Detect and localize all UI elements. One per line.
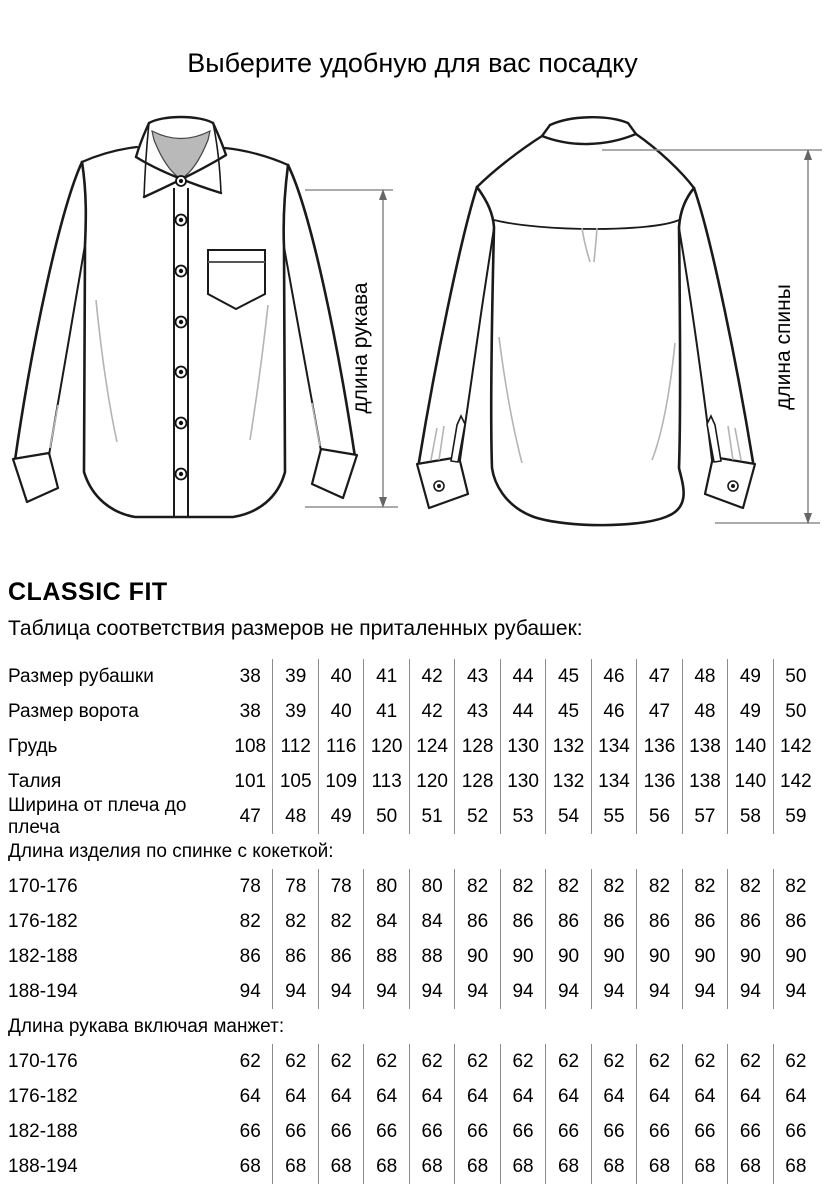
- value-cell: 50: [785, 665, 807, 687]
- value-cell: 82: [455, 869, 500, 904]
- value-cell: 46: [592, 694, 637, 729]
- fit-heading: CLASSIC FIT: [8, 578, 168, 606]
- row-label: 176-182: [8, 1085, 78, 1107]
- value-cell: 90: [637, 939, 682, 974]
- value-cell: 134: [592, 764, 637, 799]
- row-values: [228, 764, 818, 799]
- value-cell: 84: [364, 904, 409, 939]
- value-cell: 82: [273, 904, 318, 939]
- table-caption: Таблица соответствия размеров не приталенных рубашек:: [8, 617, 583, 640]
- table-row: [8, 1114, 818, 1149]
- value-cell: 48: [683, 659, 728, 694]
- value-cell: 53: [501, 799, 546, 834]
- value-cell: 68: [728, 1149, 773, 1184]
- value-cell: 86: [319, 939, 364, 974]
- shirt-back-drawing: [412, 110, 825, 540]
- value-cell: 94: [683, 974, 728, 1009]
- row-values: [228, 974, 818, 1009]
- value-cell: 50: [785, 700, 807, 722]
- value-cell: 54: [546, 799, 591, 834]
- value-cell: 41: [364, 659, 409, 694]
- value-cell: 90: [546, 939, 591, 974]
- value-cell: 41: [364, 694, 409, 729]
- value-cell: 47: [228, 799, 273, 834]
- value-cell: 130: [501, 764, 546, 799]
- value-cell: 68: [546, 1149, 591, 1184]
- value-cell: 82: [637, 869, 682, 904]
- value-cell: 39: [273, 659, 318, 694]
- row-label: Талия: [8, 770, 62, 792]
- value-cell: 88: [364, 939, 409, 974]
- row-label: 182-188: [8, 945, 78, 967]
- value-cell: 90: [501, 939, 546, 974]
- value-cell: 90: [785, 945, 807, 967]
- value-cell: 62: [683, 1044, 728, 1079]
- value-cell: 66: [592, 1114, 637, 1149]
- value-cell: 44: [501, 659, 546, 694]
- value-cell: 62: [364, 1044, 409, 1079]
- value-cell: 82: [683, 869, 728, 904]
- back-length-label: длина спины: [772, 284, 795, 410]
- value-cell: 112: [273, 729, 318, 764]
- value-cell: 86: [273, 939, 318, 974]
- row-values: [228, 799, 818, 834]
- value-cell: 124: [410, 729, 455, 764]
- value-cell: 45: [546, 694, 591, 729]
- value-cell: 86: [728, 904, 773, 939]
- value-cell: 94: [728, 974, 773, 1009]
- value-cell: 66: [455, 1114, 500, 1149]
- value-cell: 86: [637, 904, 682, 939]
- value-cell: 86: [683, 904, 728, 939]
- value-cell: 38: [228, 694, 273, 729]
- value-cell: 82: [785, 875, 807, 897]
- value-cell: 44: [501, 694, 546, 729]
- value-cell: 39: [273, 694, 318, 729]
- value-cell: 142: [780, 770, 812, 792]
- value-cell: 94: [785, 980, 807, 1002]
- value-cell: 62: [228, 1044, 273, 1079]
- table-row: [8, 904, 818, 939]
- value-cell: 58: [728, 799, 773, 834]
- value-cell: 57: [683, 799, 728, 834]
- row-label: Ширина от плеча до плеча: [8, 794, 187, 838]
- value-cell: 120: [364, 729, 409, 764]
- row-values: [228, 1114, 818, 1149]
- value-cell: 43: [455, 659, 500, 694]
- row-values: [228, 694, 818, 729]
- value-cell: 42: [410, 694, 455, 729]
- value-cell: 64: [785, 1085, 807, 1107]
- value-cell: 109: [319, 764, 364, 799]
- row-label: 188-194: [8, 980, 78, 1002]
- table-row: [8, 729, 818, 764]
- value-cell: 132: [546, 729, 591, 764]
- value-cell: 128: [455, 729, 500, 764]
- value-cell: 86: [785, 910, 807, 932]
- value-cell: 86: [455, 904, 500, 939]
- value-cell: 62: [501, 1044, 546, 1079]
- value-cell: 86: [501, 904, 546, 939]
- value-cell: 48: [273, 799, 318, 834]
- value-cell: 62: [637, 1044, 682, 1079]
- value-cell: 66: [546, 1114, 591, 1149]
- value-cell: 64: [319, 1079, 364, 1114]
- row-label: 188-194: [8, 1155, 78, 1177]
- value-cell: 90: [592, 939, 637, 974]
- value-cell: 42: [410, 659, 455, 694]
- value-cell: 55: [592, 799, 637, 834]
- value-cell: 49: [728, 659, 773, 694]
- value-cell: 90: [683, 939, 728, 974]
- table-section-header: Длина изделия по спинке с кокеткой:: [8, 840, 334, 862]
- table-row: [8, 1149, 818, 1184]
- value-cell: 90: [728, 939, 773, 974]
- value-cell: 40: [319, 694, 364, 729]
- value-cell: 68: [228, 1149, 273, 1184]
- value-cell: 136: [637, 764, 682, 799]
- value-cell: 49: [319, 799, 364, 834]
- value-cell: 51: [410, 799, 455, 834]
- value-cell: 68: [683, 1149, 728, 1184]
- value-cell: 68: [455, 1149, 500, 1184]
- row-label: Размер рубашки: [8, 665, 154, 687]
- table-section-header: Длина рукава включая манжет:: [8, 1015, 285, 1037]
- value-cell: 94: [637, 974, 682, 1009]
- row-values: [228, 904, 818, 939]
- value-cell: 68: [637, 1149, 682, 1184]
- value-cell: 64: [637, 1079, 682, 1114]
- value-cell: 68: [592, 1149, 637, 1184]
- row-values: [228, 729, 818, 764]
- value-cell: 66: [364, 1114, 409, 1149]
- value-cell: 64: [683, 1079, 728, 1114]
- value-cell: 40: [319, 659, 364, 694]
- value-cell: 136: [637, 729, 682, 764]
- value-cell: 59: [785, 805, 807, 827]
- value-cell: 68: [319, 1149, 364, 1184]
- value-cell: 52: [455, 799, 500, 834]
- row-values: [228, 939, 818, 974]
- table-row: [8, 939, 818, 974]
- table-row: [8, 794, 818, 838]
- value-cell: 47: [637, 694, 682, 729]
- value-cell: 38: [228, 659, 273, 694]
- value-cell: 94: [592, 974, 637, 1009]
- value-cell: 64: [364, 1079, 409, 1114]
- table-row: [8, 974, 818, 1009]
- value-cell: 90: [455, 939, 500, 974]
- row-label: Грудь: [8, 735, 58, 757]
- table-row: [8, 659, 818, 694]
- value-cell: 78: [273, 869, 318, 904]
- value-cell: 66: [785, 1120, 807, 1142]
- value-cell: 140: [728, 764, 773, 799]
- value-cell: 62: [592, 1044, 637, 1079]
- value-cell: 94: [364, 974, 409, 1009]
- value-cell: 68: [410, 1149, 455, 1184]
- value-cell: 94: [501, 974, 546, 1009]
- value-cell: 142: [780, 735, 812, 757]
- value-cell: 80: [410, 869, 455, 904]
- value-cell: 84: [410, 904, 455, 939]
- value-cell: 66: [501, 1114, 546, 1149]
- value-cell: 78: [228, 869, 273, 904]
- value-cell: 66: [728, 1114, 773, 1149]
- value-cell: 82: [501, 869, 546, 904]
- value-cell: 80: [364, 869, 409, 904]
- size-table: [8, 659, 818, 1184]
- value-cell: 130: [501, 729, 546, 764]
- value-cell: 66: [637, 1114, 682, 1149]
- value-cell: 94: [455, 974, 500, 1009]
- table-row: [8, 1079, 818, 1114]
- row-label: Размер ворота: [8, 700, 139, 722]
- row-label: 176-182: [8, 910, 78, 932]
- value-cell: 64: [728, 1079, 773, 1114]
- value-cell: 82: [728, 869, 773, 904]
- value-cell: 105: [273, 764, 318, 799]
- value-cell: 108: [228, 729, 273, 764]
- value-cell: 43: [455, 694, 500, 729]
- value-cell: 46: [592, 659, 637, 694]
- row-label: 182-188: [8, 1120, 78, 1142]
- value-cell: 62: [785, 1050, 807, 1072]
- value-cell: 66: [683, 1114, 728, 1149]
- value-cell: 128: [455, 764, 500, 799]
- value-cell: 68: [273, 1149, 318, 1184]
- value-cell: 78: [319, 869, 364, 904]
- value-cell: 134: [592, 729, 637, 764]
- value-cell: 64: [455, 1079, 500, 1114]
- value-cell: 64: [228, 1079, 273, 1114]
- row-label: 170-176: [8, 1050, 78, 1072]
- row-label: 170-176: [8, 875, 78, 897]
- value-cell: 82: [319, 904, 364, 939]
- value-cell: 86: [592, 904, 637, 939]
- value-cell: 64: [592, 1079, 637, 1114]
- value-cell: 88: [410, 939, 455, 974]
- value-cell: 116: [319, 729, 364, 764]
- row-values: [228, 869, 818, 904]
- value-cell: 48: [683, 694, 728, 729]
- table-row: [8, 1044, 818, 1079]
- value-cell: 64: [546, 1079, 591, 1114]
- value-cell: 66: [273, 1114, 318, 1149]
- value-cell: 82: [592, 869, 637, 904]
- value-cell: 68: [785, 1155, 807, 1177]
- value-cell: 132: [546, 764, 591, 799]
- value-cell: 64: [501, 1079, 546, 1114]
- value-cell: 64: [273, 1079, 318, 1114]
- value-cell: 94: [410, 974, 455, 1009]
- value-cell: 86: [546, 904, 591, 939]
- value-cell: 94: [273, 974, 318, 1009]
- value-cell: 94: [319, 974, 364, 1009]
- value-cell: 66: [319, 1114, 364, 1149]
- value-cell: 50: [364, 799, 409, 834]
- row-values: [228, 1044, 818, 1079]
- value-cell: 82: [228, 904, 273, 939]
- row-values: [228, 1079, 818, 1114]
- value-cell: 62: [273, 1044, 318, 1079]
- shirt-front-drawing: [0, 110, 412, 540]
- value-cell: 64: [410, 1079, 455, 1114]
- row-values: [228, 1149, 818, 1184]
- value-cell: 49: [728, 694, 773, 729]
- value-cell: 66: [228, 1114, 273, 1149]
- value-cell: 62: [319, 1044, 364, 1079]
- page-title: Выберите удобную для вас посадку: [187, 48, 638, 78]
- value-cell: 113: [364, 764, 409, 799]
- value-cell: 68: [501, 1149, 546, 1184]
- value-cell: 68: [364, 1149, 409, 1184]
- value-cell: 94: [228, 974, 273, 1009]
- value-cell: 138: [683, 729, 728, 764]
- value-cell: 66: [410, 1114, 455, 1149]
- value-cell: 82: [546, 869, 591, 904]
- value-cell: 140: [728, 729, 773, 764]
- table-row: [8, 694, 818, 729]
- table-row: [8, 869, 818, 904]
- value-cell: 138: [683, 764, 728, 799]
- value-cell: 101: [228, 764, 273, 799]
- value-cell: 62: [455, 1044, 500, 1079]
- row-values: [228, 659, 818, 694]
- value-cell: 62: [546, 1044, 591, 1079]
- value-cell: 120: [410, 764, 455, 799]
- value-cell: 62: [410, 1044, 455, 1079]
- value-cell: 56: [637, 799, 682, 834]
- sleeve-length-label: длина рукава: [349, 282, 372, 414]
- value-cell: 62: [728, 1044, 773, 1079]
- value-cell: 94: [546, 974, 591, 1009]
- value-cell: 47: [637, 659, 682, 694]
- value-cell: 86: [228, 939, 273, 974]
- value-cell: 45: [546, 659, 591, 694]
